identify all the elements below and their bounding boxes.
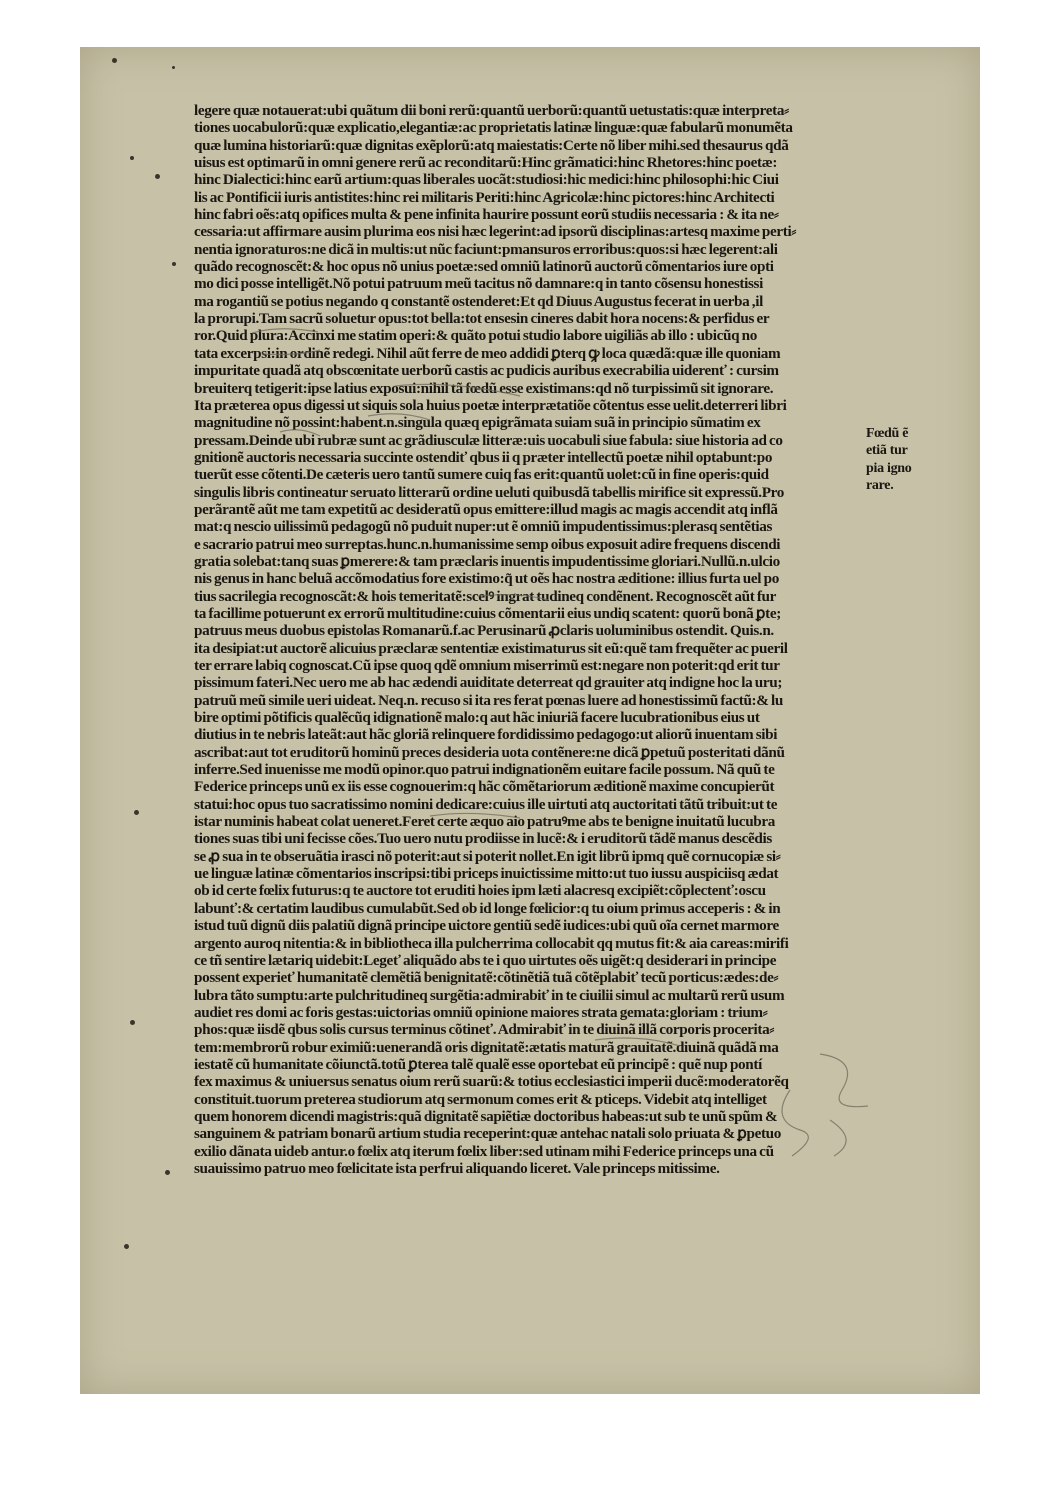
text-line: quæ lumina historiarũ:quæ dignitas exẽplorũ:atq maiestatis:Certe nõ liber mihi.sed thesaurus qdã: [194, 136, 789, 154]
text-line: tata excerpsi:in ordinẽ redegi. Nihil aũt ferre de meo addidi ꝑterq ꝙ loca quædã:quæ ille quoniam: [194, 344, 781, 362]
text-line: hinc fabri oẽs:atq opifices multa & pene infinita haurire possunt eorũ studiis necessaria : & ita ne⸗: [194, 206, 779, 224]
text-line: ita desipiat:ut auctorẽ alicuius præclaræ sententiæ existimaturus sit eũ:quẽ tam frequẽter ac pueril: [194, 639, 788, 657]
text-line: legere quæ notauerat:ubi quãtum dii boni rerũ:quantũ uerborũ:quantũ uetustatis:quæ interpreta⸗: [194, 102, 789, 119]
text-line: mat:q nescio uilissimũ pedagogũ nõ puduit nuper:ut ẽ omniũ impudentissimus:plerasq sentẽtias: [194, 518, 773, 536]
text-line: cessaria:ut affirmare ausim plurima eos nisi hæc legerint:ad ipsorũ disciplinas:artesq maxime perti⸗: [194, 223, 797, 241]
text-line: nis genus in hanc beluã accõmodatius fore existimo:q̃ ut oẽs hac nostra æditione: illius furta uel po: [194, 570, 779, 588]
text-line: uisus est optimarũ in omni genere rerũ ac reconditarũ:Hinc grãmatici:hinc Rhetores:hinc poetæ:: [194, 154, 778, 172]
text-line: inferre.Sed inuenisse me modũ opinor.quo patrui indignationẽm euitare facile possum. Nã quũ te: [194, 761, 775, 779]
text-line: istud tuũ dignũ diis palatiũ dignã principe uictore gentiũ sedẽ iudices:ubi quũ oĩa cernet marmore: [194, 917, 779, 935]
text-line: ter errare labiq cognoscat.Cũ ipse quoq qdẽ omnium miserrimũ est:negare non poterit:qd erit tur: [194, 657, 780, 674]
text-line: impuritate quadã atq obscœnitate uerborũ castis ac pudicis auribus execrabilia uiderenť : cursim: [194, 362, 779, 380]
text-line: fex maximus & uniuersus senatus oium rerũ suarũ:& totius ecclesiastici imperii ducẽ:moderatorẽq: [194, 1073, 789, 1091]
text-line: exilio dãnata uideb antur.o fœlix atq iterum fœlix liber:sed utinam mihi Federice princeps una cũ: [194, 1142, 774, 1160]
text-line: argento auroq nitentia:& in bibliotheca illa pulcherrima collocabit qq mutus fit:& aia careas:mirifi: [194, 934, 789, 952]
main-text: [194, 102, 908, 1177]
margin-dot: [124, 1244, 129, 1249]
text-line: e sacrario patrui meo surreptas.hunc.n.humanissime semp oibus exposuit adire frequens discendi: [194, 535, 781, 553]
margin-note-line: pia igno: [866, 460, 912, 476]
text-line: iestatẽ cũ humanitate cõiunctã.totũ ꝑterea talẽ qualẽ esse oportebat eũ principẽ : quẽ nup pontí: [194, 1055, 762, 1073]
margin-dot: [155, 174, 160, 179]
text-line: quem honorem dicendi magistris:quã dignitatẽ sapiẽtiæ doctoribus habeas:ut sub te unũ spũm &: [194, 1107, 778, 1125]
text-line: lubra tãto sumptu:arte pulchritudineq surgẽtia:admirabiť in te ciuilii simul ac multarũ rerũ usum: [194, 986, 785, 1004]
text-line: Federice princeps unũ ex iis esse cognouerim:q hãc cõmẽtariorum æditionẽ maxime concupierũt: [194, 778, 775, 796]
margin-note-line: etiã tur: [866, 443, 908, 459]
text-line: la prorupi.Tam sacrũ soluetur opus:tot bella:tot ensesin cineres dabit hora nocens:& perfidus er: [194, 310, 770, 328]
text-line: pressam.Deinde ubi rubræ sunt ac grãdiusculæ litteræ:uis uocabuli siue fabula: siue historia ad co: [194, 431, 783, 449]
text-line: tius sacrilegia recognoscãt:& hois temeritatẽ:scelꝰ ingrat tudineq condẽnent. Recognoscẽt aũt fur: [194, 587, 777, 605]
margin-dot: [112, 58, 117, 63]
text-line: nentia ignoraturos:ne dicã in multis:ut nũc faciunt:pmansuros erroribus:quos:si hæc legerent:ali: [194, 240, 778, 258]
text-line: lis ac Pontificii iuris antistites:hinc rei militaris Periti:hinc Agricolæ:hinc pictores:hinc Architecti: [194, 188, 775, 206]
text-line: possent experieť humanitatẽ clemẽtiã benignitatẽ:cõtinẽtiã tuã cõtẽplabiť tecũ porticus:ædes:de⸗: [194, 969, 779, 987]
text-line: ue linguæ latinæ cõmentarios inscripsi:tibi priceps inuictissime mitto:ut tuo iussu auspiciisq ædat: [194, 865, 779, 883]
text-line: sanguinem & patriam bonarũ artium studia receperint:quæ antehac natali solo priuata & ꝑpetuo: [194, 1125, 782, 1143]
text-line: audiet res domi ac foris gestas:uictorias omniũ opinione maiores strata gemata:gloriam : trium⸗: [194, 1003, 768, 1021]
text-line: ta facillime potuerunt ex errorũ multitudine:cuius cõmentarii eius undiq scatent: quorũ bonã ꝑte;: [194, 604, 781, 622]
text-line: quãdo recognoscẽt:& hoc opus nõ unius poetæ:sed omniũ latinorũ auctorũ cõmentarios iure opti: [194, 258, 774, 276]
text-line: tuerũt esse cõtenti.De cæteris uero tantũ sumere cuiq fas erit:quantũ uolet:cũ in fine operis:quid: [194, 466, 769, 484]
margin-note-line: Fœdũ ẽ: [866, 426, 909, 441]
margin-dot: [165, 1170, 170, 1175]
margin-dot: [172, 262, 176, 266]
margin-dot: [134, 810, 139, 815]
text-line: statui:hoc opus tuo sacratissimo nomini dedicare:cuius ille uirtuti atq auctoritati tãtũ tribuit:ut te: [194, 795, 778, 813]
text-line: tiones suas tibi uni fecisse cões.Tuo uero nutu prodiisse in lucẽ:& i eruditorũ tãdẽ manus descẽdis: [194, 830, 772, 848]
text-line: Ita præterea opus digessi ut siquis sola huius poetæ interprætatiõe cõtentus esse uelit.deterreri libri: [194, 396, 787, 414]
text-line: ascribat:aut tot eruditorũ hominũ preces desideria uota contẽnere:ne dicã ꝑpetuũ posteritati dãnũ: [194, 743, 785, 761]
text-line: gratia solebat:tanq suas ꝑmerere:& tam præclaris inuentis impudentissime gloriari.Nullũ.n.ulcio: [194, 552, 780, 570]
margin-dot: [130, 1020, 135, 1025]
text-line: istar numinis habeat colat ueneret.Feret certe æquo aio patruꝰme abs te benigne inuitatũ lucubra: [194, 813, 776, 831]
margin-note: [866, 425, 914, 494]
margin-dot: [130, 156, 134, 160]
text-line: ma rogantiũ se potius negando q constantẽ ostenderet:Et qd Diuus Augustus fecerat in uerba ,il: [194, 292, 763, 310]
text-line: diutius in te nebris lateãt:aut hãc gloriã relinquere fordidissimo pedagogo:ut aliorũ inuentam sibi: [194, 726, 778, 744]
text-line: labunť:& certatim laudibus cumulabũt.Sed ob id longe fœlicior:q tu oium primus acceperis : & in: [194, 899, 781, 917]
text-line: ob id certe fœlix futurus:q te auctore tot eruditi hoies ipm læti alacresq excipiẽt:cõplectenť:oscu: [194, 882, 766, 900]
text-line: hinc Dialectici:hinc earũ artium:quas liberales uocãt:studiosi:hic medici:hinc philosophi:hic Ciui: [194, 171, 779, 189]
text-line: constituit.tuorum preterea studiorum atq sermonum comes erit & pticeps. Videbit atq intelliget: [194, 1090, 767, 1108]
text-line: se ꝓ sua in te obseruãtia irasci nõ poterit:aut si poterit nollet.En igit librũ ipmq quẽ cornucopiæ si⸗: [194, 847, 781, 865]
text-line: phos:quæ iisdẽ qbus solis cursus terminus cõtineť. Admirabiť in te diuinã illã corporis procerita⸗: [194, 1021, 775, 1039]
text-line: ce tñ sentire lætariq uidebit:Legeť aliquãdo abs te i quo uirtutes oẽs uigẽt:q desiderari in principe: [194, 951, 777, 969]
text-line: suauissimo patruo meo fœlicitate ista perfrui aliquando liceret. Vale princeps mitissime.: [194, 1159, 720, 1177]
text-line: tiones uocabulorũ:quæ explicatio,elegantiæ:ac proprietatis latinæ linguæ:quæ fabularũ monumẽta: [194, 119, 793, 137]
text-line: singulis libris contineatur seruato litterarũ ordine ueluti quibusdã tabellis mirifice sit expressũ.Pro: [194, 483, 785, 501]
text-line: gnitionẽ auctoris necessaria succinte ostendiť qbus ii q præter intellectũ poetæ nihil optabunt:po: [194, 448, 773, 466]
text-line: breuiterq tetigerit:ipse latius exposui:nihil tã fœdũ esse existimans:qd nõ turpissimũ sit ignorare.: [194, 379, 774, 397]
text-line: magnitudine nõ possint:habent.n.singula quæq epigrãmata suiam suã in principio sũmatim ex: [194, 414, 761, 432]
text-line: bire optimi põtificis qualẽcũq idignationẽ malo:q aut hãc iniuriã facere lucubrationibus eius ut: [194, 709, 760, 727]
text-line: patruũ meũ simile ueri uideat. Neq.n. recuso si ita res ferat pœnas luere ad honestissimũ factũ:& lu: [194, 691, 783, 709]
text-line: mo dici posse intelligẽt.Nõ potui patruum meũ tacitus nõ damnare:q in tanto cõsensu honestissi: [194, 275, 763, 293]
text-line: patruus meus duobus epistolas Romanarũ.f.ac Perusinarũ ꝓclaris uoluminibus ostendit. Quis.n.: [194, 622, 774, 640]
margin-dot: [172, 66, 175, 69]
margin-note-line: rare.: [866, 478, 894, 494]
text-line: tem:membrorũ robur eximiũ:uenerandã oris dignitatẽ:ætatis maturã grauitatẽ.diuinã quãdã ma: [194, 1038, 779, 1056]
text-line: pissimum fateri.Nec uero me ab hac ædendi auiditate deterreat qd grauiter atq indigne hoc la uru;: [194, 674, 783, 692]
text-line: ror.Quid plura:Accinxi me statim operi:& quãto potui studio labore uigiliãs ab illo : ubicũq no: [194, 327, 758, 345]
text-line: perãrantẽ aũt me tam expetitũ ac desideratũ opus emittere:illud magis ac magis accendit atq inflã: [194, 500, 778, 518]
